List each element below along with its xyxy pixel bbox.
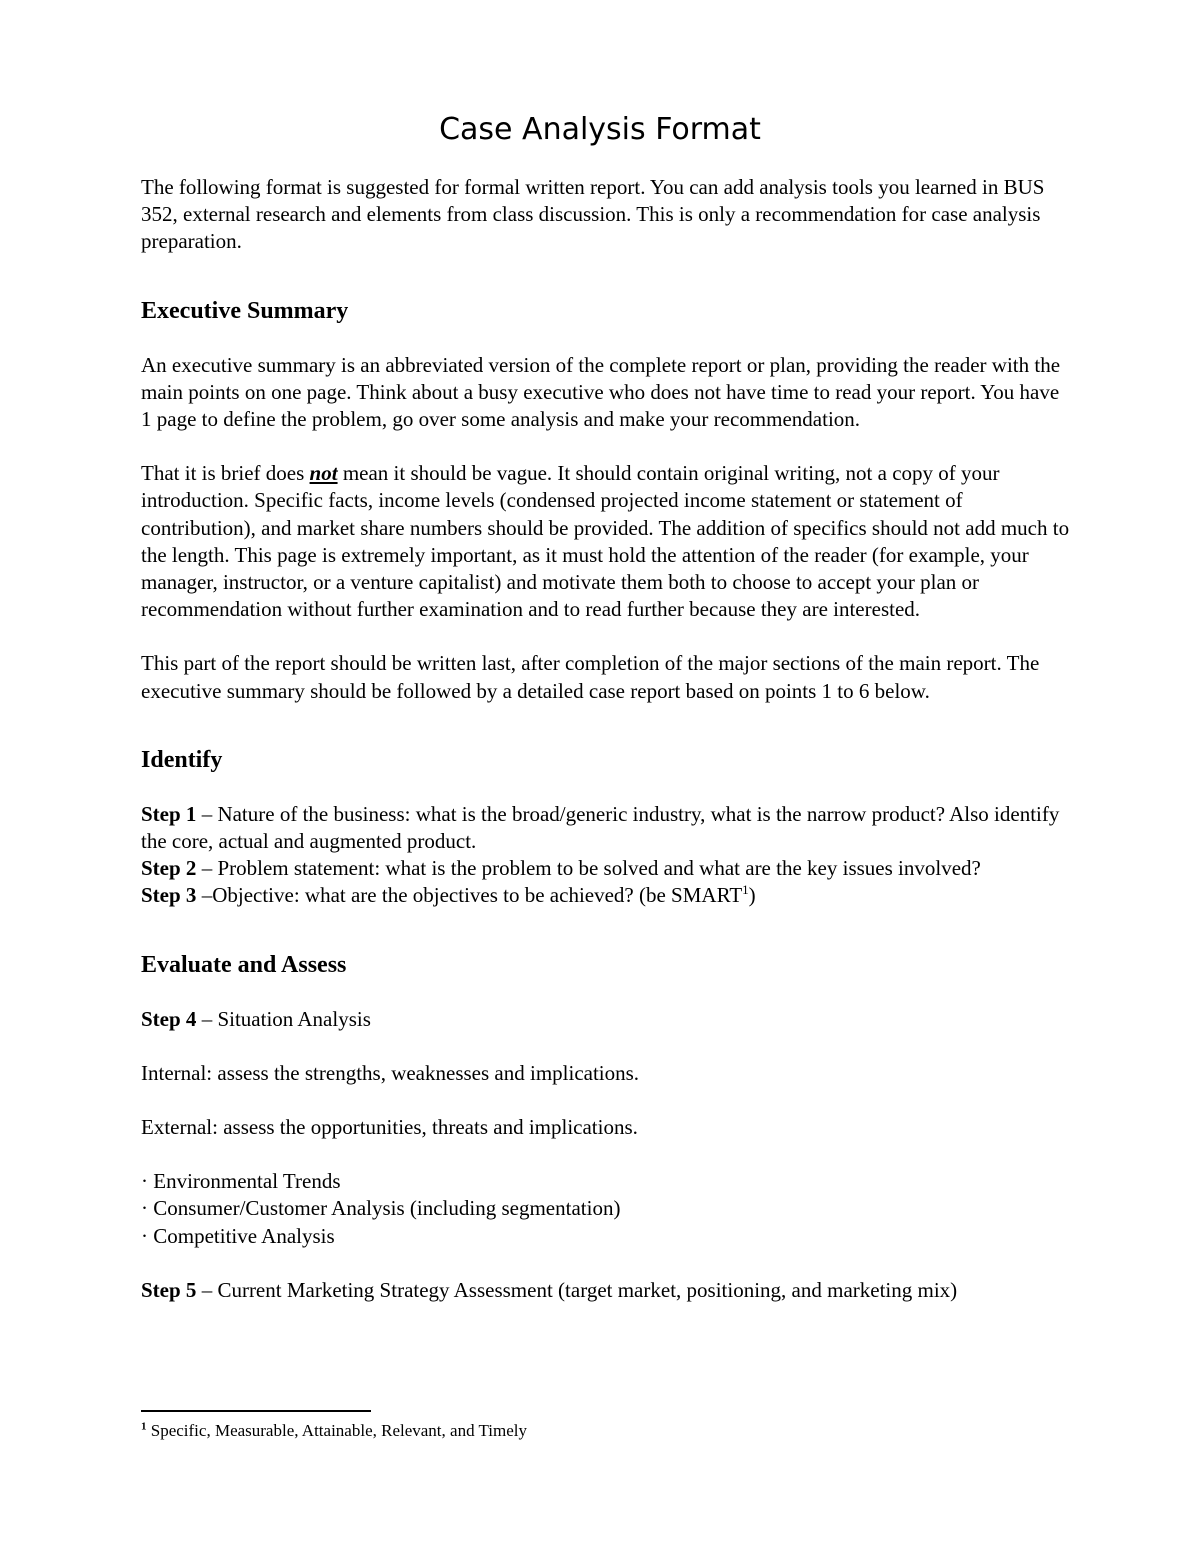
paragraph-text: That it is brief does (141, 461, 310, 486)
intro-paragraph: The following format is suggested for formal written report. You can add analysis tools you learned in BUS 352, external research and elements from class discussion. This is only a recommendation for case analysis preparation. (141, 175, 1045, 254)
step-2-label: Step 2 (141, 856, 197, 881)
step-1-label: Step 1 (141, 801, 197, 826)
step-4-text: – Situation Analysis (196, 1006, 371, 1031)
list-item: · Environmental Trends (141, 1169, 341, 1194)
identify-heading: Identify (141, 746, 223, 773)
step-4-label: Step 4 (141, 1006, 197, 1031)
executive-summary-paragraph-3: This part of the report should be written last, after completion of the major sections of the main report. The executive summary should be followed by a detailed case report based on points 1 to 6 below. (141, 651, 1040, 703)
document-body (141, 174, 1071, 1304)
internal-assessment: Internal: assess the strengths, weaknesses and implications. (141, 1060, 640, 1085)
page-title: Case Analysis Format (439, 112, 761, 147)
footnote (141, 1420, 1071, 1442)
step-5 (141, 1277, 1071, 1304)
executive-summary-paragraph-2 (141, 460, 1071, 623)
step-4 (141, 1006, 1071, 1033)
evaluate-heading: Evaluate and Assess (141, 951, 347, 978)
step-5-label: Step 5 (141, 1277, 197, 1302)
emphasis-not: not (309, 461, 338, 486)
footnote-separator (141, 1410, 371, 1412)
footnote-reference: 1 (742, 882, 749, 898)
executive-summary-heading: Executive Summary (141, 297, 349, 324)
step-1-text: – Nature of the business: what is the broad/generic industry, what is the narrow product? Also identify the core, actual and augmented product. (141, 801, 1060, 854)
external-assessment: External: assess the opportunities, threats and implications. (141, 1115, 638, 1140)
footnote-text: Specific, Measurable, Attainable, Relevant, and Timely (146, 1421, 528, 1440)
step-3 (141, 882, 1071, 909)
step-1 (141, 801, 1071, 855)
paragraph-text: mean it should be vague. It should contain original writing, not a copy of your introduction. Specific facts, income levels (condensed projected income statement or statement of contribution), and market share numbers should be provided. The addition of specifics should not add much to the length. This page is extremely important, as it must hold the attention of the reader (for example, your manager, instructor, or a venture capitalist) and motivate them both to choose to accept your plan or recommendation without further examination and to read further because they are interested. (141, 461, 1070, 622)
step-3-end: ) (748, 883, 756, 908)
footnote-marker: 1 (141, 1420, 147, 1433)
step-2 (141, 855, 1071, 882)
analysis-list (141, 1168, 1071, 1250)
executive-summary-paragraph-1: An executive summary is an abbreviated version of the complete report or plan, providing the reader with the main points on one page. Think about a busy executive who does not have time to read your report. You have 1 page to define the problem, go over some analysis and make your recommendation. (141, 352, 1061, 432)
step-3-label: Step 3 (141, 883, 197, 908)
step-3-text: –Objective: what are the objectives to be achieved? (be SMART (196, 883, 743, 908)
step-2-text: – Problem statement: what is the problem to be solved and what are the key issues involved? (196, 856, 981, 881)
list-item: · Consumer/Customer Analysis (including segmentation) (141, 1196, 621, 1221)
step-5-text: – Current Marketing Strategy Assessment (target market, positioning, and marketing mix) (196, 1277, 958, 1302)
list-item: · Competitive Analysis (141, 1223, 335, 1248)
